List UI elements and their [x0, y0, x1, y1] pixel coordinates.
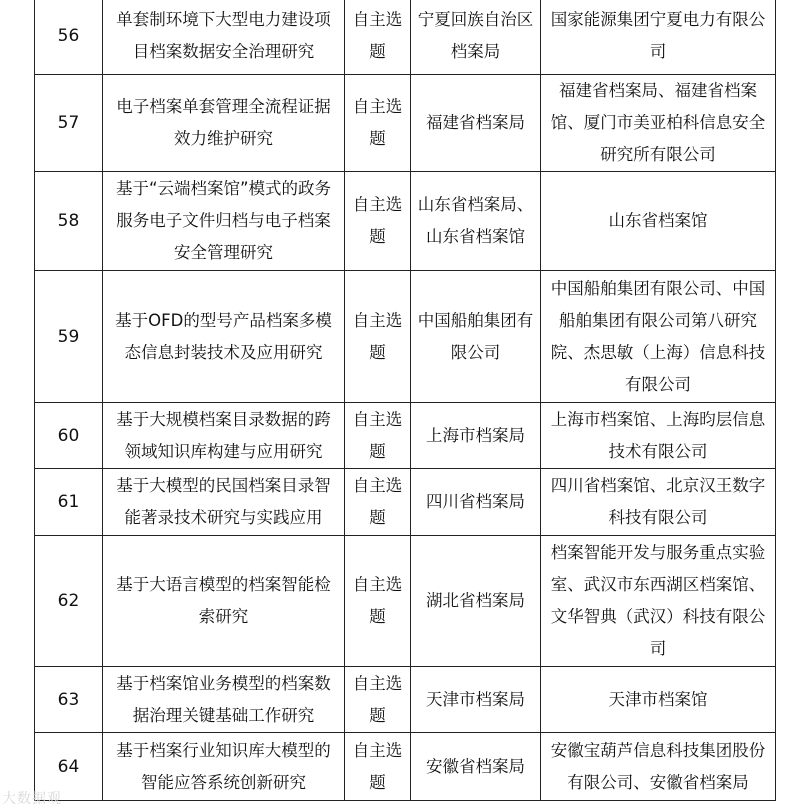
partner-units: 上海市档案馆、上海昀层信息技术有限公司: [541, 403, 776, 469]
lead-unit: 安徽省档案局: [411, 733, 541, 801]
table-row: [35, 733, 776, 801]
partner-units: 国家能源集团宁夏电力有限公司: [541, 0, 776, 75]
lead-unit: 四川省档案局: [411, 469, 541, 536]
project-title: 基于档案行业知识库大模型的智能应答系统创新研究: [103, 733, 345, 801]
lead-unit: 福建省档案局: [411, 75, 541, 172]
topic-type: 自主选题: [345, 172, 411, 271]
table-row: [35, 469, 776, 536]
lead-unit: 天津市档案局: [411, 667, 541, 733]
project-title: 电子档案单套管理全流程证据效力维护研究: [103, 75, 345, 172]
topic-type: 自主选题: [345, 667, 411, 733]
project-title: 单套制环境下大型电力建设项目档案数据安全治理研究: [103, 0, 345, 75]
lead-unit: 中国船舶集团有限公司: [411, 271, 541, 403]
table-row: [35, 0, 776, 75]
partner-units: 山东省档案馆: [541, 172, 776, 271]
table-row: [35, 75, 776, 172]
project-table: [34, 0, 776, 801]
row-number: 59: [35, 271, 103, 403]
lead-unit: 山东省档案局、山东省档案馆: [411, 172, 541, 271]
project-title: 基于大模型的民国档案目录智能著录技术研究与实践应用: [103, 469, 345, 536]
topic-type: 自主选题: [345, 469, 411, 536]
partner-units: 天津市档案馆: [541, 667, 776, 733]
row-number: 64: [35, 733, 103, 801]
partner-units: 四川省档案馆、北京汉王数字科技有限公司: [541, 469, 776, 536]
watermark-logo: 大数据观: [2, 791, 62, 807]
row-number: 61: [35, 469, 103, 536]
lead-unit: 湖北省档案局: [411, 536, 541, 667]
lead-unit: 宁夏回族自治区档案局: [411, 0, 541, 75]
topic-type: 自主选题: [345, 75, 411, 172]
row-number: 63: [35, 667, 103, 733]
table-row: [35, 271, 776, 403]
row-number: 60: [35, 403, 103, 469]
topic-type: 自主选题: [345, 536, 411, 667]
row-number: 56: [35, 0, 103, 75]
partner-units: 安徽宝葫芦信息科技集团股份有限公司、安徽省档案局: [541, 733, 776, 801]
project-title: 基于OFD的型号产品档案多模态信息封装技术及应用研究: [103, 271, 345, 403]
topic-type: 自主选题: [345, 271, 411, 403]
row-number: 57: [35, 75, 103, 172]
lead-unit: 上海市档案局: [411, 403, 541, 469]
topic-type: 自主选题: [345, 733, 411, 801]
project-title: 基于档案馆业务模型的档案数据治理关键基础工作研究: [103, 667, 345, 733]
partner-units: 中国船舶集团有限公司、中国船舶集团有限公司第八研究院、杰思敏（上海）信息科技有限公司: [541, 271, 776, 403]
project-title: 基于“云端档案馆”模式的政务服务电子文件归档与电子档案安全管理研究: [103, 172, 345, 271]
partner-units: 福建省档案局、福建省档案馆、厦门市美亚柏科信息安全研究所有限公司: [541, 75, 776, 172]
project-title: 基于大语言模型的档案智能检索研究: [103, 536, 345, 667]
topic-type: 自主选题: [345, 403, 411, 469]
project-title: 基于大规模档案目录数据的跨领域知识库构建与应用研究: [103, 403, 345, 469]
row-number: 58: [35, 172, 103, 271]
table-row: [35, 403, 776, 469]
partner-units: 档案智能开发与服务重点实验室、武汉市东西湖区档案馆、文华智典（武汉）科技有限公司: [541, 536, 776, 667]
topic-type: 自主选题: [345, 0, 411, 75]
table-row: [35, 172, 776, 271]
table-row: [35, 536, 776, 667]
row-number: 62: [35, 536, 103, 667]
table-row: [35, 667, 776, 733]
